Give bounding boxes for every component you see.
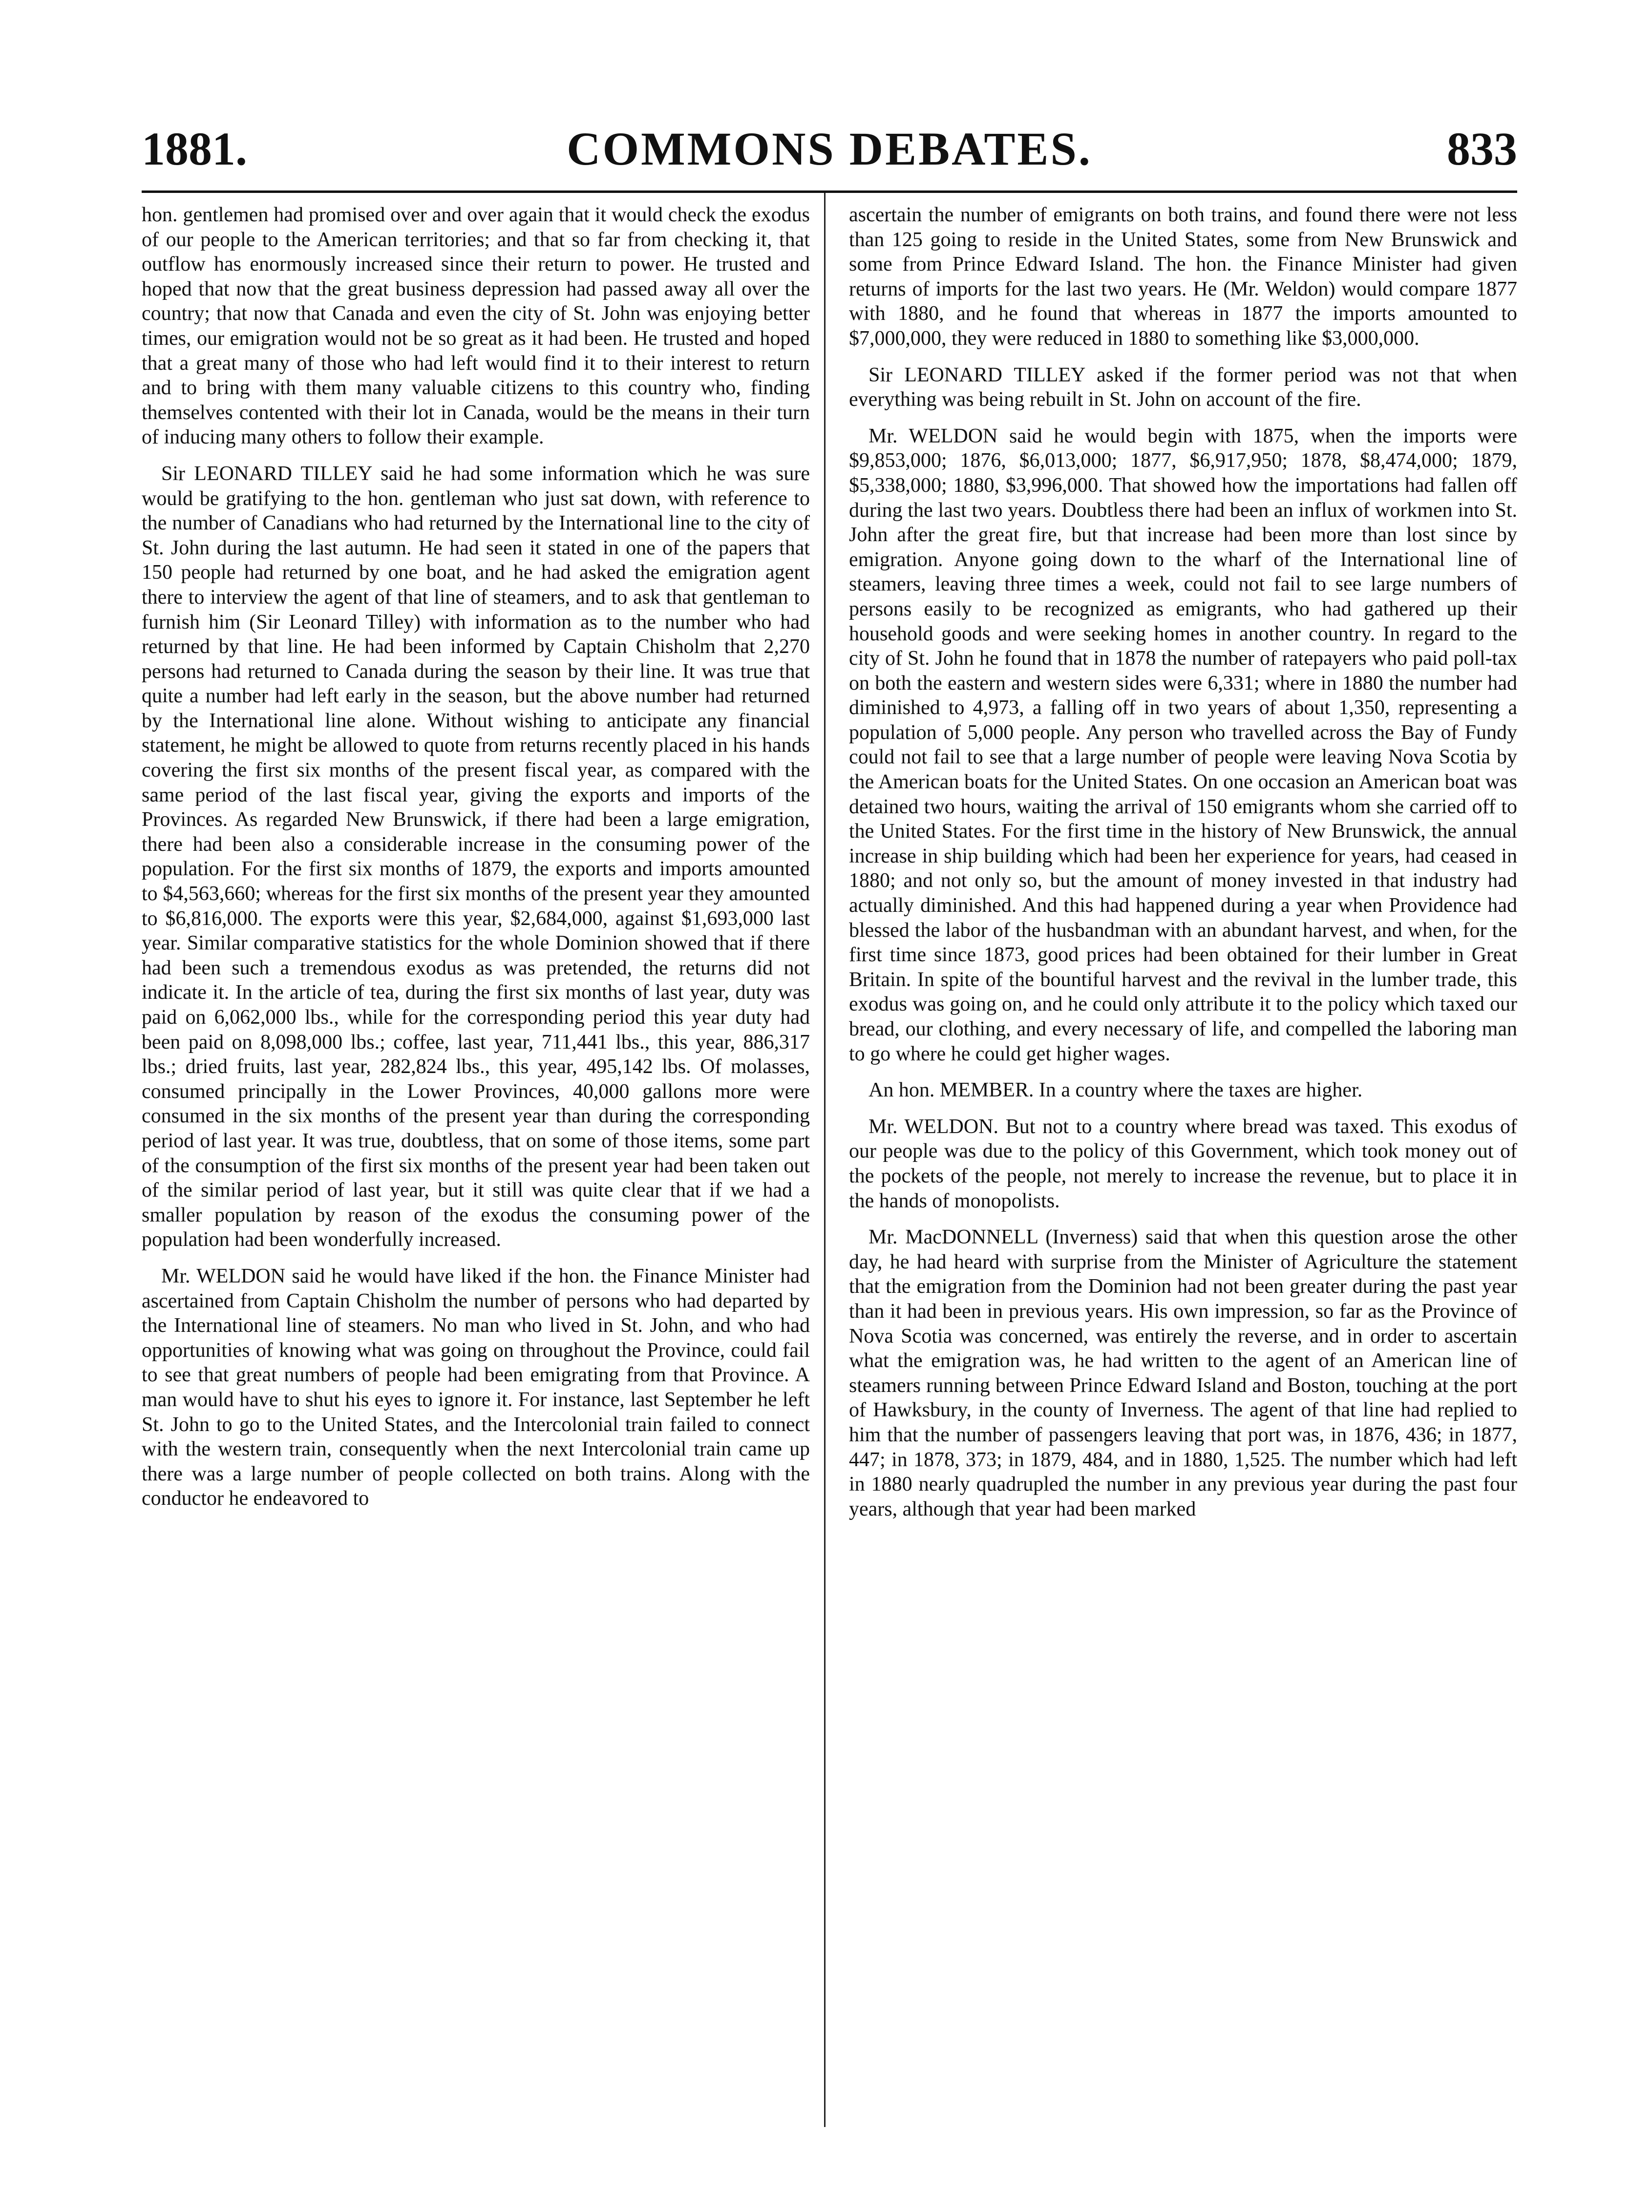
paragraph-right-3: Mr. WELDON said he would begin with 1875, when the imports were $9,853,000; 1876, $6,013,000; 1877, $6,917,950; 1878, $8,474,000; 1879, $5,338,000; 1880, $3,996,000. That showed how the importations had fallen off during the last two years. Doubtless there had been an influx of workmen into St. John after the great fire, but that increase had been more than lost since by emigration. Anyone going down to the wharf of the International line of steamers, leaving three times a week, could not fail to see large numbers of persons easily to be recognized as emigrants, who had gathered up their household goods and were seeking homes in another country. In regard to the city of St. John he found that in 1878 the number of ratepayers who paid poll-tax on both the eastern and western sides were 6,331; where in 1880 the number had diminished to 4,973, a falling off in two years of about 1,350, representing a population of 5,000 people. Any person who travelled across the Bay of Fundy could not fail to see that a large number of people were leaving Nova Scotia by the American boats for the United States. On one occasion an American boat was detained two hours, waiting the arrival of 150 emigrants whom she carried off to the United States. For the first time in the history of New Brunswick, the annual increase in ship building which had been her experience for years, had ceased in 1880; and not only so, but the amount of money invested in that industry had actually diminished. And this had happened during a year when Providence had blessed the labor of the husbandman with an abundant harvest, and when, for the first time since 1873, good prices had been obtained for their lumber in Great Britain. In spite of the bountiful harvest and the revival in the lumber trade, this exodus was going on, and he could only attribute it to the policy which taxed our bread, our clothing, and every necessary of life, and compelled the laboring man to go where he could get higher wages. (849, 424, 1517, 1065)
page (142, 117, 1517, 2110)
paragraph-right-1: ascertain the number of emigrants on both trains, and found there were not less than 125 going to reside in the United States, some from New Brunswick and some from Prince Edward Island. The hon. the Finance Minister had given returns of imports for the last two years. He (Mr. Weldon) would compare 1877 with 1880, and he found that whereas in 1877 the imports amounted to $7,000,000, they were reduced in 1880 to something like $3,000,000. (849, 204, 1517, 350)
paragraph-right-6: Mr. MacDONNELL (Inverness) said that when this question arose the other day, he had heard with surprise from the Minister of Agriculture the statement that the emigration from the Dominion had not been greater during the past year than it had been in previous years. His own impression, so far as the Province of Nova Scotia was concerned, was entirely the reverse, and in order to ascertain what the emigration was, he had written to the agent of an American line of steamers running between Prince Edward Island and Boston, touching at the port of Hawksbury, in the county of Inverness. The agent of that line had replied to him that the number of passengers leaving that port was, in 1876, 436; in 1877, 447; in 1878, 373; in 1879, 484, and in 1880, 1,525. The number which had left in 1880 nearly quadrupled the number in any previous year during the past four years, although that year had been marked (849, 1226, 1517, 1520)
paragraph-right-2: Sir LEONARD TILLEY asked if the former period was not that when everything was being rebuilt in St. John on account of the fire. (849, 363, 1517, 411)
right-column (849, 203, 1517, 1533)
paragraph-left-3: Mr. WELDON said he would have liked if the hon. the Finance Minister had ascertained from Captain Chisholm the number of persons who had departed by the International line of steamers. No man who lived in St. John, and who had opportunities of knowing what was going on throughout the Province, could fail to see that great numbers of people had been emigrating from that Province. A man would have to shut his eyes to ignore it. For instance, last September he left St. John to go to the United States, and the Intercolonial train failed to connect with the western train, consequently when the next Intercolonial train came up there was a large number of people collected on both trains. Along with the conductor he endeavored to (142, 1264, 810, 1510)
paragraph-right-4: An hon. MEMBER. In a country where the taxes are higher. (868, 1079, 1363, 1102)
text-columns (142, 203, 1517, 2110)
header-year: 1881. (142, 123, 247, 175)
page-header (142, 117, 1517, 193)
paragraph-left-1: hon. gentlemen had promised over and over again that it would check the exodus of our people to the American territories; and that so far from checking it, that outflow has enormously increased since their return to power. He trusted and hoped that now that the great business depression had passed away all over the country; that now that Canada and even the city of St. John was enjoying better times, our emigration would not be so great as it had been. He trusted and hoped that a great many of those who had left would find it to their interest to return and to bring with them many valuable citizens to this country who, finding themselves contented with their lot in Canada, would be the means in their turn of inducing many others to follow their example. (142, 204, 810, 449)
header-title: COMMONS DEBATES. (567, 123, 1092, 175)
header-page-number: 833 (1447, 123, 1517, 175)
paragraph-left-2: Sir LEONARD TILLEY said he had some information which he was sure would be gratifying to the hon. gentleman who just sat down, with reference to the number of Canadians who had returned by the International line to the city of St. John during the last autumn. He had seen it stated in one of the papers that 150 people had returned by one boat, and he had asked the emigration agent there to interview the agent of that line of steamers, and to ask that gentleman to furnish him (Sir Leonard Tilley) with information as to the number who had returned by that line. He had been informed by Captain Chisholm that 2,270 persons had returned to Canada during the season by their line. It was true that quite a number had left early in the season, but the above number had returned by the International line alone. Without wishing to anticipate any financial statement, he might be allowed to quote from returns recently placed in his hands covering the first six months of the present fiscal year, as compared with the same period of the last fiscal year, giving the exports and imports of the Provinces. As regarded New Brunswick, if there had been a large emigration, there had been also a considerable increase in the consuming power of the population. For the first six months of 1879, the exports and imports amounted to $4,563,660; whereas for the first six months of the present year they amounted to $6,816,000. The exports were this year, $2,684,000, against $1,693,000 last year. Similar comparative statistics for the whole Dominion showed that if there had been such a tremendous exodus as was pretended, the returns did not indicate it. In the article of tea, during the first six months of last year, duty was paid on 6,062,000 lbs., while for the corresponding period this year duty had been paid on 8,098,000 lbs.; coffee, last year, 711,441 lbs., this year, 886,317 lbs.; dried fruits, last year, 282,824 lbs., this year, 495,142 lbs. Of molasses, consumed principally in the Lower Provinces, 40,000 gallons more were consumed in the six months of the present year than during the corresponding period of last year. It was true, doubtless, that on some of those items, some part of the consumption of the first six months of the present year had been taken out of the similar period of last year, but it still was quite clear that if we had a smaller population by reason of the exodus the consuming power of the population had been wonderfully increased. (142, 462, 810, 1251)
column-divider (824, 193, 826, 2127)
paragraph-right-5: Mr. WELDON. But not to a country where bread was taxed. This exodus of our people was due to the policy of this Government, which took money out of the pockets of the people, not merely to increase the revenue, but to place it in the hands of monopolists. (849, 1115, 1517, 1212)
left-column (142, 203, 810, 1523)
